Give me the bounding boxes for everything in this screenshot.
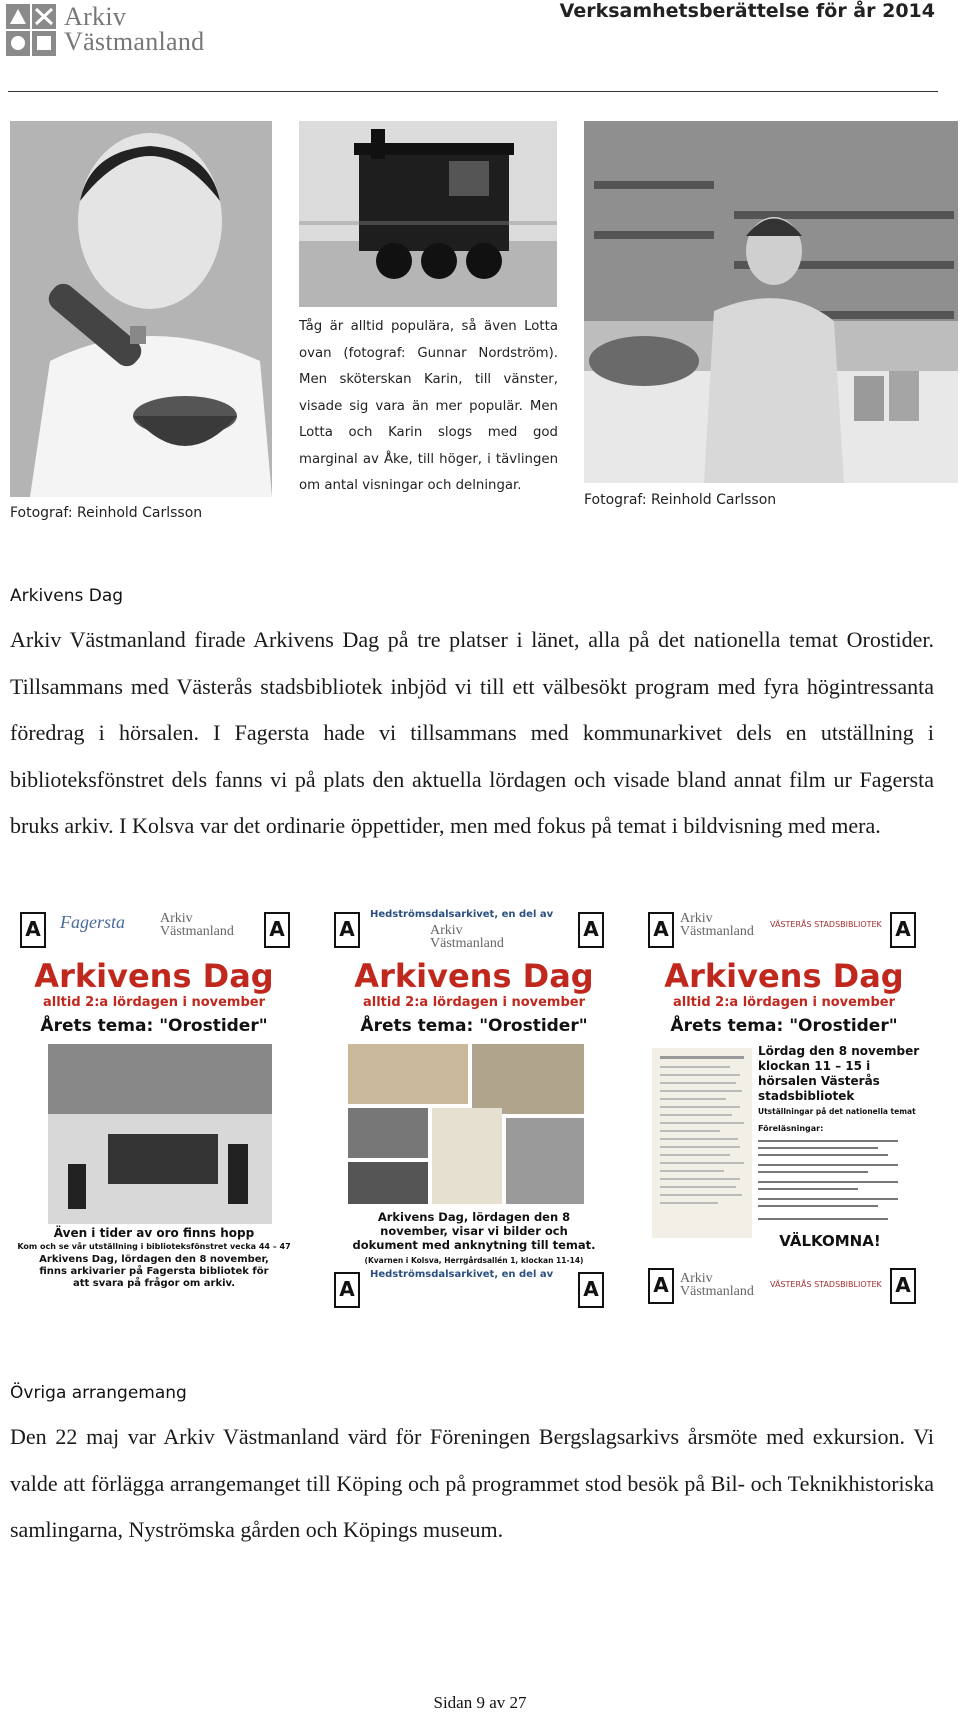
- ovriga-arrangemang-paragraph: Den 22 maj var Arkiv Västmanland värd för Föreningen Bergslagsarkivs årsmöte med exkursion. Vi valde att förlägga arrangemanget till Köping och på programmet stod besök på Bil- och Teknikhistoriska samlingarna, Nyströmska gården och Köpings museum.: [10, 1424, 934, 1542]
- arkivens-dag-a-icon: A: [264, 912, 290, 948]
- poster-1-line-2: Kom och se vår utställning i biblioteksfönstret vecka 44 – 47: [17, 1242, 291, 1251]
- arkivens-dag-a-icon: A: [20, 912, 46, 948]
- logo-text: [64, 4, 205, 54]
- mini-logo-line-1: Arkiv: [160, 911, 193, 926]
- poster-subtitle: alltid 2:a lördagen i november: [362, 995, 586, 1010]
- poster-subtitle: alltid 2:a lördagen i november: [672, 995, 896, 1010]
- vasteras-stadsbibliotek-logo-bottom: VÄSTERÅS STADSBIBLIOTEK: [770, 1280, 882, 1289]
- arkivens-dag-a-icon: A: [648, 912, 674, 948]
- photo-grocer-ake: [584, 121, 958, 483]
- report-title: Verksamhetsberättelse för år 2014: [559, 0, 935, 22]
- photo-train-lotta: [299, 121, 557, 307]
- poster-collage: [348, 1044, 584, 1204]
- right-photo-caption: Fotograf: Reinhold Carlsson: [584, 492, 777, 508]
- hedstromsdalsarkivet-logo-bottom: Hedströmsdalsarkivet, en del av: [370, 1269, 554, 1280]
- poster-document-image: [652, 1048, 752, 1238]
- logo-line-2: Västmanland: [64, 27, 205, 56]
- fagersta-logo: Fagersta: [60, 912, 125, 932]
- arkivens-dag-a-icon: A: [578, 1272, 604, 1308]
- arkivens-dag-a-icon: A: [890, 1268, 916, 1304]
- poster-3-line-2: Utställningar på det nationella temat: [758, 1107, 916, 1116]
- poster-vasteras: [640, 902, 928, 1312]
- arkiv-vastmanland-logo: [6, 4, 216, 58]
- section-heading-ovriga-arrangemang: Övriga arrangemang: [10, 1383, 187, 1403]
- mini-logo-line-1: Arkiv: [430, 923, 463, 938]
- mini-logo-line-2: Västmanland: [160, 924, 234, 939]
- middle-photo-caption: Tåg är alltid populära, så även Lotta ovan (fotograf: Gunnar Nordström). Men sköterskan Karin, till vänster, visade sig vara än mer populär. Men Lotta och Karin slogs med god marginal av Åke, till höger, i tävlingen om antal visningar och delningar.: [299, 319, 558, 493]
- poster-3-line-3: Föreläsningar:: [758, 1124, 824, 1133]
- header-divider: [8, 91, 938, 92]
- mini-logo-line-1: Arkiv: [680, 911, 713, 926]
- arkiv-vastmanland-mini-logo: [430, 924, 504, 950]
- arkivens-dag-a-icon: A: [578, 912, 604, 948]
- poster-photo: [48, 1044, 272, 1224]
- arkivens-dag-a-icon: A: [648, 1268, 674, 1304]
- poster-title: Arkivens Dag: [664, 957, 904, 995]
- arkiv-vastmanland-mini-logo-bottom: [680, 1272, 754, 1298]
- mini-logo-line-2: Västmanland: [680, 1284, 754, 1299]
- poster-subtitle: alltid 2:a lördagen i november: [42, 995, 266, 1010]
- arkiv-vastmanland-mini-logo: [680, 912, 754, 938]
- hedstromsdalsarkivet-logo: Hedströmsdalsarkivet, en del av: [370, 909, 554, 920]
- left-photo-caption: Fotograf: Reinhold Carlsson: [10, 505, 203, 521]
- poster-1-line-1: Även i tider av oro finns hopp: [53, 1226, 255, 1240]
- poster-theme: Årets tema: "Orostider": [670, 1016, 898, 1036]
- poster-program-lines: [758, 1138, 908, 1228]
- poster-theme: Årets tema: "Orostider": [360, 1016, 588, 1036]
- arkivens-dag-paragraph: Arkiv Västmanland firade Arkivens Dag på tre platser i länet, alla på det nationella temat Orostider. Tillsammans med Västerås stadsbibliotek inbjöd vi till ett välbesökt program med fyra högintressanta föredrag i hörsalen. I Fagersta hade vi tillsammans med kommunarkivet dels en utställning i biblioteksfönstret dels fanns vi på plats den aktuella lördagen och visade bland annat film ur Fagersta bruks arkiv. I Kolsva var det ordinarie öppettider, men med fokus på temat i bildvisning med mera.: [10, 627, 934, 838]
- poster-2-line-1: Arkivens Dag, lördagen den 8 november, visar vi bilder och dokument med anknytning till temat.: [352, 1210, 596, 1252]
- poster-title: Arkivens Dag: [354, 957, 594, 995]
- page-number: Sidan 9 av 27: [433, 1693, 527, 1712]
- logo-mark-icon: [6, 4, 56, 56]
- arkivens-dag-a-icon: A: [334, 1272, 360, 1308]
- poster-3-line-1: Lördag den 8 november klockan 11 – 15 i hörsalen Västerås stadsbibliotek: [758, 1044, 920, 1103]
- logo-line-1: Arkiv: [64, 2, 127, 31]
- mini-logo-line-2: Västmanland: [430, 936, 504, 951]
- poster-title: Arkivens Dag: [34, 957, 274, 995]
- photo-nurse-karin: [10, 121, 272, 497]
- poster-3-welcome: VÄLKOMNA!: [779, 1232, 881, 1250]
- arkivens-dag-a-icon: A: [334, 912, 360, 948]
- section-heading-arkivens-dag: Arkivens Dag: [10, 586, 124, 606]
- mini-logo-line-1: Arkiv: [680, 1271, 713, 1286]
- mini-logo-line-2: Västmanland: [680, 924, 754, 939]
- poster-1-line-3: Arkivens Dag, lördagen den 8 november, finns arkivarier på Fagersta bibliotek för att svara på frågor om arkiv.: [39, 1254, 269, 1289]
- arkivens-dag-a-icon: A: [890, 912, 916, 948]
- poster-fagersta: [10, 902, 298, 1312]
- poster-2-line-2: (Kvarnen i Kolsva, Herrgårdsallén 1, klockan 11-14): [364, 1256, 584, 1265]
- arkiv-vastmanland-mini-logo: [160, 912, 234, 938]
- vasteras-stadsbibliotek-logo: VÄSTERÅS STADSBIBLIOTEK: [770, 920, 882, 929]
- poster-theme: Årets tema: "Orostider": [40, 1016, 268, 1036]
- poster-kolsva: [330, 902, 618, 1312]
